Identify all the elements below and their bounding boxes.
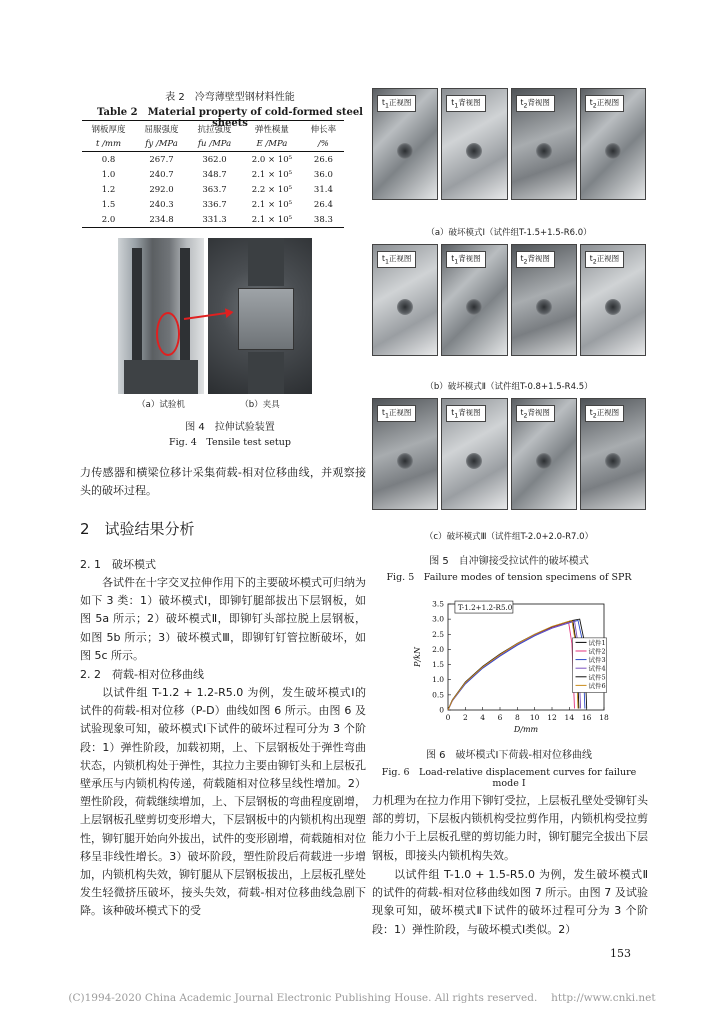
y-tick-label: 0 — [439, 705, 444, 715]
x-tick-label: 8 — [514, 713, 520, 722]
table-header: 钢板厚度 — [82, 121, 135, 138]
table-cell: 2.1 × 10⁵ — [241, 212, 303, 228]
view-label: $t_1$正视图 — [377, 405, 416, 422]
table-cell: 348.7 — [202, 169, 227, 180]
table-cell: 38.3 — [303, 212, 344, 228]
x-tick-label: 6 — [497, 713, 503, 722]
table-cell: 240.3 — [149, 199, 174, 210]
table-row — [82, 167, 344, 182]
fig5a-label: （a）破坏模式Ⅰ（试件组T-1.5+1.5-R6.0） — [426, 228, 592, 238]
table-row — [82, 152, 344, 168]
table-cell: 234.8 — [135, 212, 188, 228]
table-cell: 2.0 × 10⁵ — [251, 154, 293, 165]
y-axis-label: P/kN — [413, 647, 422, 667]
paragraph: 以试件组 T-1.2 + 1.2-R5.0 为例，发生破坏模式Ⅰ的试件的荷载-相对位移（P-D）曲线如图 6 所示。由图 6 及试验现象可知，破坏模式Ⅰ下试件的破坏过程可分为 3 个阶段：1）弹性阶段，加载初期，上、下层钢板处于弹性弯曲状态，内锁机构处于弹性，其拉力主要由铆钉头和上层板孔壁承压与内锁机构传递，荷载随相对位移呈线性增加。2）塑性阶段，荷载继续增加，上、下层钢板的弯曲程度剧增，上层钢板孔壁剪切变形增大，下层钢板中的内锁机构出现塑性，铆钉腿开始向外拔出，试件的变形剧增，荷载随相对位移呈非线性增长。3）破坏阶段，塑性阶段后荷载进一步增加，内锁机构失效，铆钉腿从下层钢板拔出，上层板孔壁处发生轻微挤压破坏，接头失效，荷载-相对位移曲线急剧下降。该种破坏模式下的受 — [80, 686, 366, 918]
fig5b-label: （b）破坏模式Ⅱ（试件组T-0.8+1.5-R4.5） — [425, 382, 593, 392]
table-cell: 267.7 — [149, 154, 174, 165]
view-label: $t_2$正视图 — [585, 405, 624, 422]
table-unit: fu /MPa — [188, 137, 241, 152]
x-tick-label: 16 — [581, 713, 592, 722]
table-header: 伸长率 — [303, 121, 344, 138]
table-cell: 26.4 — [313, 199, 333, 210]
y-tick-label: 2.0 — [432, 644, 444, 654]
table-cell: 26.6 — [313, 154, 333, 165]
load-displacement-chart — [408, 596, 612, 736]
highlight-ellipse — [156, 312, 180, 356]
copyright-footer: (C)1994-2020 China Academic Journal Electronic Publishing House. All rights reserved. http://www.cnki.net — [68, 992, 656, 1004]
table-cell: 2.1 × 10⁵ — [251, 169, 293, 180]
fig5c-label: （c）破坏模式Ⅲ（试件组T-2.0+2.0-R7.0） — [424, 532, 594, 542]
view-label: $t_1$背视图 — [446, 95, 485, 112]
paragraph: 力机理为在拉力作用下铆钉受拉，上层板孔壁处受铆钉头部的剪切，下层板内锁机构受拉剪作用，内锁机构受拉剪能力小于上层板孔壁的剪切能力时，铆钉腿完全拔出下层钢板，即接头内锁机构失效。 — [372, 794, 648, 862]
paragraph: 各试件在十字交叉拉伸作用下的主要破坏模式可归纳为如下 3 类：1）破坏模式Ⅰ，即铆钉腿部拔出下层钢板，如图 5a 所示；2）破坏模式Ⅱ，即铆钉头部拉脱上层钢板，如图 5b 所示；3）破坏模式Ⅲ，即铆钉钉管拉断破坏，如图 5c 所示。 — [80, 576, 366, 662]
y-tick-label: 1.0 — [432, 675, 444, 685]
table-cell: 331.3 — [188, 212, 241, 228]
fig5c-row — [372, 398, 646, 510]
table-cell: 336.7 — [202, 199, 227, 210]
table-row — [82, 182, 344, 197]
fig6-caption-cn: 图 6 破坏模式Ⅰ下荷载-相对位移曲线 — [425, 750, 593, 761]
table-cell: 0.8 — [101, 154, 116, 165]
x-tick-label: 12 — [547, 713, 557, 722]
fixture-photo — [208, 238, 312, 394]
table-caption-cn: 表 2 冷弯薄壁型钢材料性能 — [165, 92, 295, 103]
view-label: $t_2$正视图 — [585, 251, 624, 268]
view-label: $t_2$背视图 — [516, 95, 555, 112]
table-header: 抗拉强度 — [188, 121, 241, 138]
table-cell: 2.1 × 10⁵ — [251, 199, 293, 210]
fig5b-row — [372, 244, 646, 356]
subsection-heading: 2. 1 破坏模式 — [80, 558, 156, 571]
fig4b-label: （b）夹具 — [240, 400, 280, 410]
series-line — [448, 622, 575, 710]
y-tick-label: 0.5 — [432, 690, 444, 700]
view-label: $t_2$正视图 — [585, 95, 624, 112]
legend-label: 试件4 — [588, 664, 606, 673]
table-row — [82, 197, 344, 212]
table-caption-en: Table 2 Material property of cold-formed steel sheets — [97, 107, 363, 129]
paragraph: 以试件组 T-1.0 + 1.5-R5.0 为例，发生破坏模式Ⅱ的试件的荷载-相对位移曲线如图 7 所示。由图 7 及试验现象可知，破坏模式Ⅱ下试件的破坏过程可分为 3 个阶段：1）弹性阶段，与破坏模式Ⅰ类似。2） — [372, 868, 648, 936]
x-tick-label: 0 — [445, 713, 451, 722]
table-cell: 362.0 — [202, 154, 227, 165]
series-line — [448, 621, 579, 710]
legend-label: 试件3 — [588, 656, 606, 665]
fig4-caption-cn: 图 4 拉伸试验装置 — [185, 422, 275, 433]
table-unit: t /mm — [82, 137, 135, 152]
legend-label: 试件6 — [588, 681, 606, 690]
material-table — [82, 120, 344, 228]
page-number: 153 — [610, 947, 631, 960]
table-cell: 1.2 — [101, 184, 116, 195]
table-cell: 363.7 — [202, 184, 227, 195]
fig4a-label: （a）试验机 — [137, 400, 185, 410]
y-tick-label: 2.5 — [432, 629, 444, 639]
fig5-caption-cn: 图 5 自冲铆接受拉试件的破坏模式 — [429, 556, 589, 567]
table-unit: /% — [303, 137, 344, 152]
x-tick-label: 10 — [529, 713, 540, 722]
table-cell: 31.4 — [313, 184, 333, 195]
view-label: $t_1$正视图 — [377, 251, 416, 268]
table-cell: 1.5 — [101, 199, 116, 210]
table-cell: 292.0 — [149, 184, 174, 195]
paragraph: 力传感器和横梁位移计采集荷载-相对位移曲线，并观察接头的破坏过程。 — [80, 466, 366, 498]
subsection-heading: 2. 2 荷载-相对位移曲线 — [80, 668, 204, 681]
y-tick-label: 1.5 — [432, 660, 444, 670]
view-label: $t_1$背视图 — [446, 405, 485, 422]
table-row — [82, 212, 344, 228]
x-tick-label: 14 — [564, 713, 575, 722]
series-line — [448, 620, 578, 710]
fig4-caption-en: Fig. 4 Tensile test setup — [169, 437, 291, 448]
table-cell: 2.2 × 10⁵ — [251, 184, 293, 195]
table-unit: fy /MPa — [135, 137, 188, 152]
legend-label: 试件5 — [588, 673, 606, 682]
fig5a-row — [372, 88, 646, 200]
legend-label: 试件1 — [588, 638, 606, 647]
chart-annotation: T-1.2+1.2-R5.0 — [457, 603, 513, 613]
table-header: 屈服强度 — [135, 121, 188, 138]
table-cell: 240.7 — [149, 169, 174, 180]
view-label: $t_2$背视图 — [516, 251, 555, 268]
section-heading: 2 试验结果分析 — [80, 520, 195, 538]
table-unit: E /MPa — [241, 137, 303, 152]
table-header: 弹性模量 — [241, 121, 303, 138]
x-tick-label: 2 — [462, 713, 468, 722]
legend-label: 试件2 — [588, 647, 606, 656]
series-line — [448, 621, 581, 710]
series-line — [448, 619, 587, 710]
fig6-caption-en: Fig. 6 Load-relative displacement curves for failure mode Ⅰ — [381, 767, 637, 789]
table-cell: 2.0 — [82, 212, 135, 228]
series-line — [448, 620, 585, 710]
table-cell: 1.0 — [101, 169, 116, 180]
table-cell: 36.0 — [313, 169, 333, 180]
y-tick-label: 3.0 — [432, 614, 444, 624]
y-tick-label: 3.5 — [432, 599, 444, 609]
view-label: $t_2$背视图 — [516, 405, 555, 422]
fig5-caption-en: Fig. 5 Failure modes of tension specimens of SPR — [386, 572, 632, 583]
x-tick-label: 18 — [599, 713, 609, 722]
x-tick-label: 4 — [480, 713, 486, 722]
view-label: $t_1$背视图 — [446, 251, 485, 268]
x-axis-label: D/mm — [513, 725, 539, 734]
view-label: $t_1$正视图 — [377, 95, 416, 112]
